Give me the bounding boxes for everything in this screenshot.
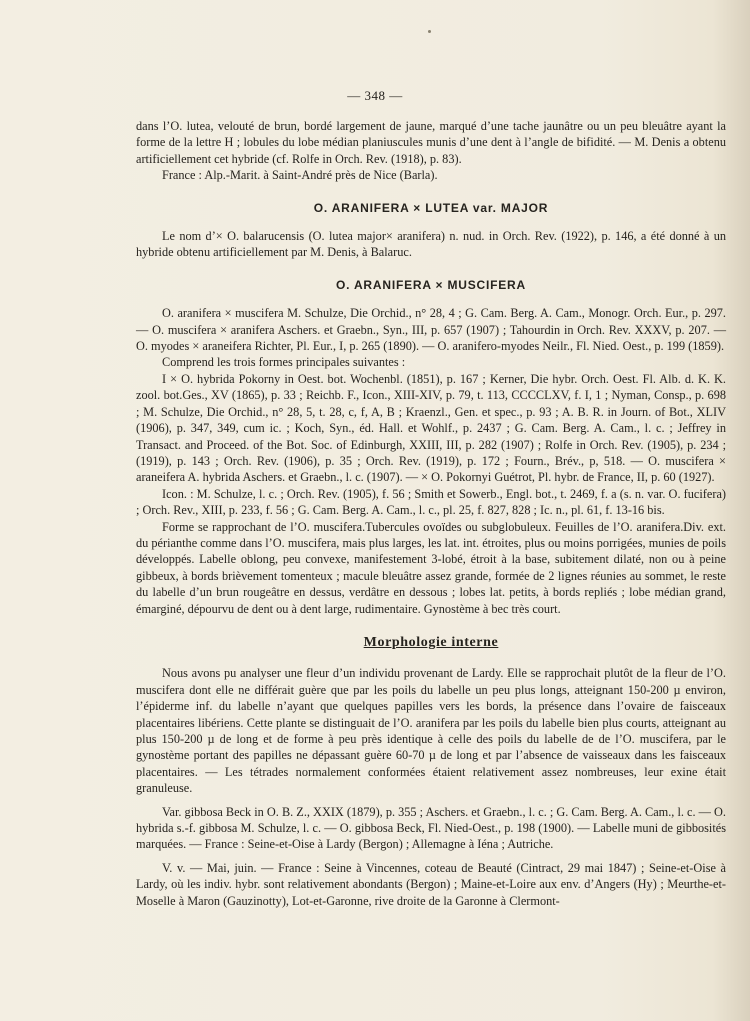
paragraph-balarucensis: Le nom d’× O. balarucensis (O. lutea major× aranifera) n. nud. in Orch. Rev. (1922), p. 146, a été donné à un hybride obtenu artificiellement par M. Denis, à Balaruc. — [136, 229, 726, 260]
heading-aranifera-muscifera: O. ARANIFERA × MUSCIFERA — [336, 277, 526, 292]
heading-morphologie-interne: Morphologie interne — [363, 634, 499, 650]
paragraph-var-gibbosa: Var. gibbosa Beck in O. B. Z., XXIX (1879), p. 355 ; Aschers. et Graebn., l. c. ; G. Cam. Berg. A. Cam., l. c. — O. hybrida s.-f. gibbosa M. Schulze, l. c. — O. gibbosa Beck, Fl. Nied-Oest., p. 198 (1900). — Labelle muni de gibbosités marquées. — France : Seine-et-Oise à Lardy (Bergon) ; Allemagne à Iéna ; Autriche. — [136, 804, 726, 852]
page-number: — 348 — — [347, 88, 403, 103]
page-body — [136, 118, 726, 909]
paragraph-synonyms: O. aranifera × muscifera M. Schulze, Die Orchid., n° 28, 4 ; G. Cam. Berg. A. Cam., Monogr. Orch. Eur., p. 297. — O. muscifera × aranifera Aschers. et Graebn., Syn., III, p. 657 (1907) ; Tahourdin in Orch. Rev. XXXV, p. 207. — O. myodes × araneifera Richter, Pl. Eur., I, p. 265 (1890). — O. aranifero-myodes Neilr., Fl. Nied. Oest., p. 199 (1859). — [136, 306, 726, 354]
paragraph-morphology: Nous avons pu analyser une fleur d’un individu provenant de Lardy. Elle se rapprochait plutôt de la fleur de l’O. muscifera dont elle ne différait guère que par les poils du labelle un peu plus longs, atteignant 150-200 µ environ, l’épiderme inf. du labelle n’ayant que quelques papilles vers les bords, la présence dans l’ovaire de faisceaux placentaires libériens. Cette plante se distinguait de l’O. aranifera par les poils du labelle bien plus courts, atteignant au plus 150-200 µ de long et de forme à peu près identique à celle des poils du labelle de de l’O. muscifera, par le gynostème portant des papilles ne dépassant guère 60-70 µ de long et par l’absence de vaisseaux dans les faisceaux placentaires. — Les tétrades normalement conformées étaient relativement assez nombreuses, leur exine était granuleuse. — [136, 666, 726, 796]
paragraph-lutea-end: dans l’O. lutea, velouté de brun, bordé largement de jaune, marqué d’une tache jaunâtre ou un peu bleuâtre ayant la forme de la lettre H ; lobules du lobe médian planiuscules munis d’une dent à l’angle de bifidité. — M. Denis a obtenu artificiellement cet hybride (cf. Rolfe in Orch. Rev. (1918), p. 83). — [136, 119, 726, 166]
paragraph-distribution-france: France : Alp.-Marit. à Saint-André près de Nice (Barla). — [162, 168, 438, 183]
paragraph-description: Forme se rapprochant de l’O. muscifera.Tubercules ovoïdes ou subglobuleux. Feuilles de l’O. aranifera.Div. ext. du périanthe comme dans l’O. muscifera, mais plus larges, les lat. int. étroites, plus ou moins porrigées, munies de poils développés. Labelle oblong, peu convexe, manifestement 3-lobé, étroit à la base, subitement dilaté, non ou à peine gibbeux, à bords brièvement tomenteux ; macule bleuâtre assez grande, formée de 2 lignes réunies au sommet, le reste du labelle d’un brun rougeâtre en dessus, verdâtre en dessous ; lobes lat. petits, à bords repliés ; lobe médian grand, émarginé, dépourvu de dent ou à dent large, rudimentaire. Gynostème à bec très court. — [136, 519, 726, 616]
paragraph-hybrida-references: I × O. hybrida Pokorny in Oest. bot. Wochenbl. (1851), p. 167 ; Kerner, Die hybr. Orch. Oest. Fl. Alb. d. K. K. zool. bot.Ges., XV (1865), p. 33 ; Reichb. F., Icon., XIII-XIV, p. 79, t. 113, CCCCLXV, f. I, 1 ; Nyman, Consp., p. 698 ; M. Schulze, Die Orchid., n° 28, 5, t. 28, c, f, A, B ; Kraenzl., Gen. et spec., p. 93 ; A. B. R. in Journ. of Bot., XLIV (1906), p. 347, 349, cum ic. ; Koch, Syn., éd. Hall. et Wohlf., p. 2437 ; G. Cam. Berg. A. Cam., l. c. ; Jeffrey in Transact. and Proceed. of the Bot. Soc. of Edinburgh, XXIII, III, p. 282 (1907) ; Rolfe in Orch. Rev. (1905), p. 234 ; (1919), p. 143 ; Orch. Rev. (1906), p. 35 ; Orch. Rev. (1919), p. 172 ; Fourn., Brév., p, 518. — O. muscifera × araneifera A. hybrida Aschers. et Graebn., l. c. (1907). — × O. Pokornyi Guétrot, Pl. hybr. de France, II, p. 60 (1927). — [136, 371, 726, 485]
ink-speck — [428, 30, 431, 33]
paragraph-localities: V. v. — Mai, juin. — France : Seine à Vincennes, coteau de Beauté (Cintract, 29 mai 1847) ; Seine-et-Oise à Lardy, où les indiv. hybr. sont relativement abondants (Bergon) ; Maine-et-Loire aux env. d’Angers (Hy) ; Meurthe-et-Moselle à Maron (Gauzinotty), Lot-et-Garonne, rive droite de la Garonne à Clermont- — [136, 860, 726, 908]
paragraph-three-forms: Comprend les trois formes principales suivantes : — [162, 355, 406, 370]
paragraph-icon-references: Icon. : M. Schulze, l. c. ; Orch. Rev. (1905), f. 56 ; Smith et Sowerb., Engl. bot., t. 2469, f. a (s. n. var. O. fucifera) ; Orch. Rev., XIII, p. 233, f. 56 ; G. Cam. Berg. A. Cam., l. c., pl. 25, f. 827, 828 ; Ic. n., pl. 61, f. 13-16 bis. — [136, 486, 726, 518]
heading-aranifera-lutea-major: O. ARANIFERA × LUTEA var. MAJOR — [313, 200, 549, 215]
